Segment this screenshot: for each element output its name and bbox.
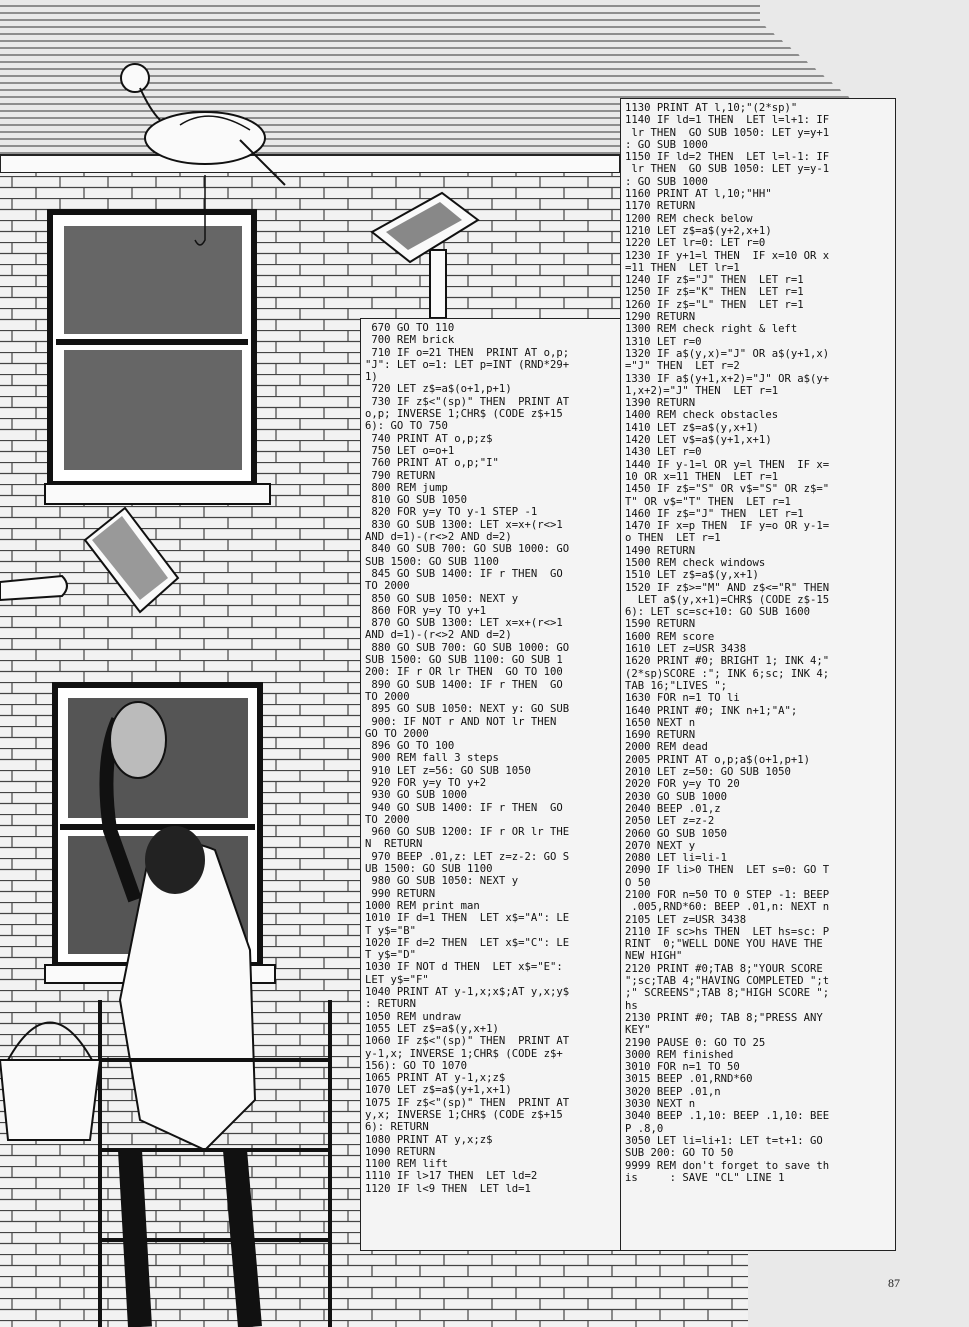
- code-line: T y$="B": [365, 924, 417, 937]
- basic-listing-left: [361, 319, 631, 1198]
- code-line: 1070 LET z$=a$(y+1,x+1): [365, 1084, 512, 1097]
- code-line: 1500 REM check windows: [625, 556, 766, 569]
- code-line: SUB 1500: GO SUB 1100: [365, 555, 499, 568]
- code-line: .005,RND*60: BEEP .01,n: NEXT n: [625, 901, 830, 914]
- code-line: 2080 LET li=li-1: [625, 852, 728, 865]
- code-line: 200: IF r OR lr THEN GO TO 100: [365, 666, 563, 679]
- code-line: LET a$(y,x+1)=CHR$ (CODE z$-15: [625, 593, 830, 606]
- code-line: 1230 IF y+1=l THEN IF x=10 OR x: [625, 249, 830, 262]
- code-line: 850 GO SUB 1050: NEXT y: [365, 592, 519, 605]
- code-line: 980 GO SUB 1050: NEXT y: [365, 875, 519, 888]
- code-line: 2040 BEEP .01,z: [625, 802, 721, 815]
- code-line: 1410 LET z$=a$(y,x+1): [625, 421, 759, 434]
- code-line: TAB 16;"LIVES ";: [625, 679, 728, 692]
- code-line: 1300 REM check right & left: [625, 323, 798, 336]
- code-line: GO TO 2000: [365, 727, 429, 740]
- code-line: 1250 IF z$="K" THEN LET r=1: [625, 286, 804, 299]
- code-line: 1210 LET z$=a$(y+2,x+1): [625, 224, 772, 237]
- code-line: 1450 IF z$="S" OR v$="S" OR z$=": [625, 483, 830, 496]
- code-line: 1310 LET r=0: [625, 335, 702, 348]
- code-line: LET y$="F": [365, 973, 429, 986]
- code-line: 1075 IF z$<"(sp)" THEN PRINT AT: [365, 1096, 570, 1109]
- code-line: 730 IF z$<"(sp)" THEN PRINT AT: [365, 395, 570, 408]
- code-line: P .8,0: [625, 1122, 664, 1135]
- code-line: RINT 0;"WELL DONE YOU HAVE THE: [625, 938, 823, 951]
- code-line: 1610 LET z=USR 3438: [625, 643, 747, 656]
- code-line: 820 FOR y=y TO y-1 STEP -1: [365, 506, 538, 519]
- code-line: 2010 LET z=50: GO SUB 1050: [625, 766, 791, 779]
- code-line: is : SAVE "CL" LINE 1: [625, 1171, 785, 1184]
- code-line: y,x; INVERSE 1;CHR$ (CODE z$+15: [365, 1109, 563, 1121]
- code-line: UB 1500: GO SUB 1100: [365, 863, 493, 876]
- code-line: lr THEN GO SUB 1050: LET y=y-1: [625, 163, 830, 176]
- drainpipe: [430, 250, 446, 318]
- code-line: AND d=1)-(r<>2 AND d=2): [365, 629, 512, 642]
- code-line: NEW HIGH": [625, 950, 683, 963]
- code-line: 740 PRINT AT o,p;z$: [365, 432, 493, 445]
- code-line: 1,x+2)="J" THEN LET r=1: [625, 384, 779, 397]
- code-line: 1420 LET v$=a$(y+1,x+1): [625, 434, 772, 447]
- code-line: 1470 IF x=p THEN IF y=o OR y-1=: [625, 520, 830, 533]
- code-line: lr THEN GO SUB 1050: LET y=y+1: [625, 126, 830, 139]
- code-line: 2020 FOR y=y TO 20: [625, 778, 740, 791]
- code-line: o,p; INVERSE 1;CHR$ (CODE z$+15: [365, 408, 563, 421]
- code-line: : GO SUB 1000: [625, 175, 708, 188]
- code-line: 920 FOR y=y TO y+2: [365, 776, 487, 789]
- code-line: 750 LET o=o+1: [365, 444, 455, 457]
- code-line: 1590 RETURN: [625, 618, 696, 631]
- code-line: 1120 IF l<9 THEN LET ld=1: [365, 1182, 531, 1195]
- code-line: 880 GO SUB 700: GO SUB 1000: GO: [365, 641, 570, 654]
- code-line: 700 REM brick: [365, 334, 455, 347]
- code-line: 1400 REM check obstacles: [625, 409, 779, 422]
- code-line: 1080 PRINT AT y,x;z$: [365, 1133, 493, 1146]
- code-line: 990 RETURN: [365, 887, 436, 900]
- code-line: 900 REM fall 3 steps: [365, 752, 499, 765]
- code-line: 1200 REM check below: [625, 212, 753, 225]
- code-line: 1): [365, 371, 378, 384]
- code-line: 1240 IF z$="J" THEN LET r=1: [625, 274, 804, 287]
- code-line: ";sc;TAB 4;"HAVING COMPLETED ";t: [625, 975, 830, 988]
- code-line: 3040 BEEP .1,10: BEEP .1,10: BEE: [625, 1110, 830, 1123]
- code-line: 2090 IF li>0 THEN LET s=0: GO T: [625, 864, 830, 877]
- code-column-right: [620, 98, 896, 1251]
- code-line: 845 GO SUB 1400: IF r THEN GO: [365, 567, 563, 580]
- code-line: 1140 IF ld=1 THEN LET l=l+1: IF: [625, 114, 830, 127]
- code-line: 2000 REM dead: [625, 741, 708, 754]
- code-line: 2070 NEXT y: [625, 839, 696, 852]
- code-line: : GO SUB 1000: [625, 138, 708, 151]
- code-line: 10 OR x=11 THEN LET r=1: [625, 470, 779, 483]
- code-line: 870 GO SUB 1300: LET x=x+(r<>1: [365, 617, 563, 630]
- code-line: 810 GO SUB 1050: [365, 494, 468, 507]
- code-line: 1030 IF NOT d THEN LET x$="E":: [365, 961, 563, 974]
- basic-listing-right: [621, 99, 895, 1187]
- code-line: SUB 200: GO TO 50: [625, 1147, 734, 1160]
- code-line: 1390 RETURN: [625, 397, 696, 410]
- code-line: 1630 FOR n=1 TO li: [625, 692, 740, 705]
- code-line: : RETURN: [365, 998, 417, 1011]
- code-line: AND d=1)-(r<>2 AND d=2): [365, 531, 512, 544]
- code-line: 960 GO SUB 1200: IF r OR lr THE: [365, 826, 570, 839]
- code-line: TO 2000: [365, 813, 410, 826]
- code-line: 940 GO SUB 1400: IF r THEN GO: [365, 801, 563, 814]
- code-line: 896 GO TO 100: [365, 740, 455, 753]
- code-line: SUB 1500: GO SUB 1100: GO SUB 1: [365, 654, 563, 667]
- code-line: 2050 LET z=z-2: [625, 815, 715, 828]
- code-line: 2120 PRINT #0;TAB 8;"YOUR SCORE: [625, 962, 823, 975]
- code-line: 930 GO SUB 1000: [365, 789, 468, 802]
- code-column-left: [360, 318, 632, 1251]
- code-line: ="J" THEN LET r=2: [625, 360, 740, 373]
- code-line: =11 THEN LET lr=1: [625, 261, 740, 274]
- code-line: 1170 RETURN: [625, 200, 696, 213]
- code-line: 840 GO SUB 700: GO SUB 1000: GO: [365, 543, 570, 556]
- code-line: o THEN LET r=1: [625, 532, 721, 545]
- code-line: 1040 PRINT AT y-1,x;x$;AT y,x;y$: [365, 986, 570, 999]
- code-line: hs: [625, 999, 638, 1012]
- code-line: 3010 FOR n=1 TO 50: [625, 1061, 740, 1074]
- code-line: 895 GO SUB 1050: NEXT y: GO SUB: [365, 703, 570, 716]
- code-line: 3030 NEXT n: [625, 1098, 696, 1111]
- code-line: 1600 REM score: [625, 630, 715, 643]
- code-line: ;" SCREENS";TAB 8;"HIGH SCORE ";: [625, 987, 830, 1000]
- code-line: 1440 IF y-1=l OR y=l THEN IF x=: [625, 458, 830, 471]
- code-line: 1150 IF ld=2 THEN LET l=l-1: IF: [625, 151, 830, 164]
- code-line: 1620 PRINT #0; BRIGHT 1; INK 4;": [625, 655, 830, 668]
- code-line: 3020 BEEP .01,n: [625, 1085, 721, 1098]
- code-line: "J": LET o=1: LET p=INT (RND*29+: [365, 358, 570, 371]
- code-line: 1055 LET z$=a$(y,x+1): [365, 1022, 499, 1035]
- code-line: 910 LET z=56: GO SUB 1050: [365, 764, 531, 777]
- code-line: 1110 IF l>17 THEN LET ld=2: [365, 1170, 538, 1183]
- code-line: 1690 RETURN: [625, 729, 696, 742]
- code-line: 1090 RETURN: [365, 1145, 436, 1158]
- code-line: 830 GO SUB 1300: LET x=x+(r<>1: [365, 518, 563, 531]
- code-line: 710 IF o=21 THEN PRINT AT o,p;: [365, 346, 570, 359]
- code-line: TO 2000: [365, 690, 410, 703]
- code-line: 890 GO SUB 1400: IF r THEN GO: [365, 678, 563, 691]
- code-line: 1260 IF z$="L" THEN LET r=1: [625, 298, 804, 311]
- code-line: 3015 BEEP .01,RND*60: [625, 1073, 753, 1086]
- code-line: 3000 REM finished: [625, 1048, 734, 1061]
- code-line: 9999 REM don't forget to save th: [625, 1159, 830, 1172]
- code-line: 1330 IF a$(y+1,x+2)="J" OR a$(y+: [625, 372, 830, 385]
- code-line: 1000 REM print man: [365, 899, 480, 912]
- code-line: 2130 PRINT #0; TAB 8;"PRESS ANY: [625, 1011, 823, 1024]
- code-line: 900: IF NOT r AND NOT lr THEN: [365, 715, 557, 728]
- code-line: 6): LET sc=sc+10: GO SUB 1600: [625, 606, 810, 619]
- code-line: KEY": [625, 1024, 651, 1037]
- code-line: 1160 PRINT AT l,10;"HH": [625, 188, 772, 201]
- code-line: 156): GO TO 1070: [365, 1059, 468, 1072]
- code-line: 1100 REM lift: [365, 1158, 448, 1171]
- code-line: N RETURN: [365, 838, 423, 851]
- code-line: 1065 PRINT AT y-1,x;z$: [365, 1072, 506, 1085]
- code-line: 1320 IF a$(y,x)="J" OR a$(y+1,x): [625, 347, 830, 360]
- code-line: 2060 GO SUB 1050: [625, 827, 728, 840]
- page-number: 87: [888, 1276, 900, 1290]
- code-line: 2110 IF sc>hs THEN LET hs=sc: P: [625, 925, 830, 938]
- code-line: 720 LET z$=a$(o+1,p+1): [365, 383, 512, 396]
- code-line: O 50: [625, 876, 651, 889]
- code-line: 970 BEEP .01,z: LET z=z-2: GO S: [365, 850, 570, 863]
- code-line: y-1,x; INVERSE 1;CHR$ (CODE z$+: [365, 1047, 563, 1060]
- code-line: 860 FOR y=y TO y+1: [365, 604, 487, 617]
- code-line: 1060 IF z$<"(sp)" THEN PRINT AT: [365, 1035, 570, 1048]
- code-line: TO 2000: [365, 580, 410, 593]
- code-line: T" OR v$="T" THEN LET r=1: [625, 495, 791, 508]
- code-line: 760 PRINT AT o,p;"I": [365, 457, 499, 470]
- code-line: 1650 NEXT n: [625, 716, 696, 729]
- code-line: 1130 PRINT AT l,10;"(2*sp)": [625, 102, 798, 114]
- code-line: 3050 LET li=li+1: LET t=t+1: GO: [625, 1134, 823, 1147]
- code-line: (2*sp)SCORE :"; INK 6;sc; INK 4;: [625, 667, 830, 680]
- code-line: 1640 PRINT #0; INK n+1;"A";: [625, 704, 798, 717]
- code-line: 1510 LET z$=a$(y,x+1): [625, 569, 759, 582]
- code-line: 1290 RETURN: [625, 311, 696, 324]
- code-line: 2030 GO SUB 1000: [625, 790, 728, 803]
- code-line: 1430 LET r=0: [625, 446, 702, 459]
- code-line: 2190 PAUSE 0: GO TO 25: [625, 1036, 766, 1049]
- upper-window: [45, 212, 270, 504]
- code-line: T y$="D": [365, 949, 417, 962]
- code-line: 2105 LET z=USR 3438: [625, 913, 747, 926]
- code-line: 790 RETURN: [365, 469, 436, 482]
- code-line: 1460 IF z$="J" THEN LET r=1: [625, 507, 804, 520]
- code-line: 1010 IF d=1 THEN LET x$="A": LE: [365, 912, 570, 925]
- code-line: 2100 FOR n=50 TO 0 STEP -1: BEEP: [625, 889, 830, 901]
- code-line: 670 GO TO 110: [365, 322, 455, 334]
- code-line: 2005 PRINT AT o,p;a$(o+1,p+1): [625, 753, 810, 766]
- code-line: 6): GO TO 750: [365, 420, 448, 433]
- code-line: 1220 LET lr=0: LET r=0: [625, 237, 766, 250]
- code-line: 800 REM jump: [365, 481, 448, 494]
- code-line: 6): RETURN: [365, 1121, 429, 1134]
- code-line: 1050 REM undraw: [365, 1010, 461, 1023]
- code-line: 1020 IF d=2 THEN LET x$="C": LE: [365, 936, 570, 949]
- code-line: 1520 IF z$>="M" AND z$<="R" THEN: [625, 581, 830, 594]
- code-line: 1490 RETURN: [625, 544, 696, 557]
- gutter: [0, 155, 620, 173]
